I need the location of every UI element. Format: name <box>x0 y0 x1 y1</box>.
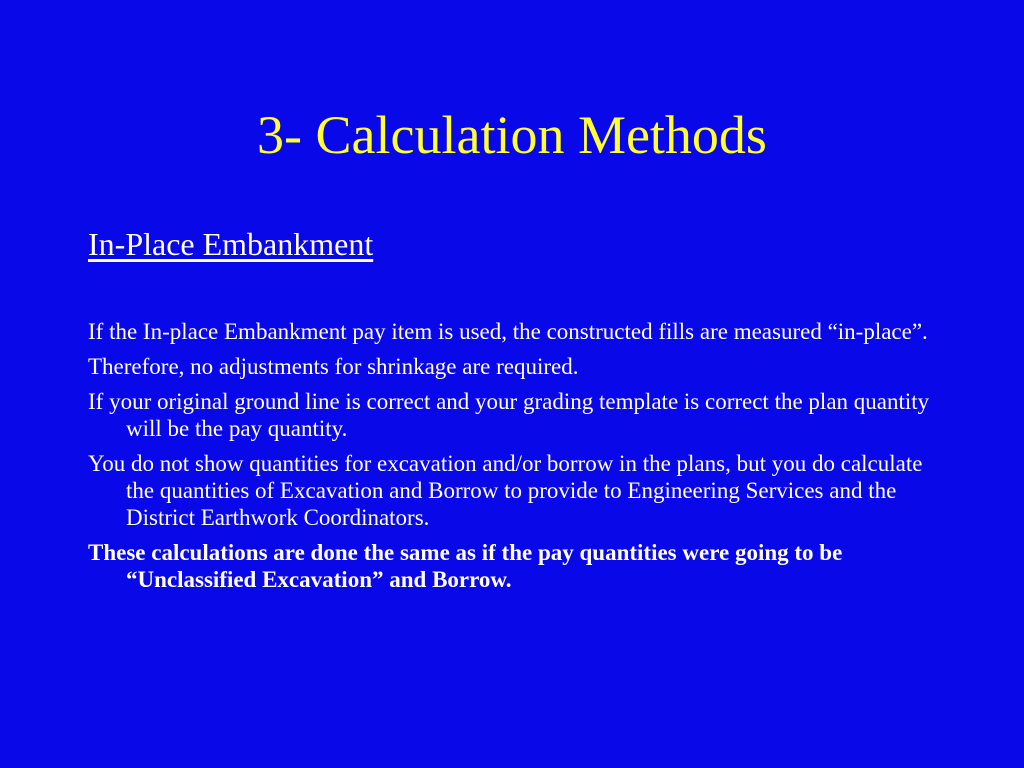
paragraph-excavation-borrow: You do not show quantities for excavation and/or borrow in the plans, but you do calculate the quantities of Excavation and Borrow to provide to Engineering Services and the District Earthwork Coordinators. <box>88 451 923 530</box>
slide-title: 3- Calculation Methods <box>257 105 767 165</box>
paragraph-no-shrinkage: Therefore, no adjustments for shrinkage are required. <box>88 354 579 379</box>
paragraph-plan-quantity: If your original ground line is correct and your grading template is correct the plan quantity will be the pay quantity. <box>88 389 930 441</box>
paragraph-in-place-measurement: If the In-place Embankment pay item is used, the constructed fills are measured “in-place”. <box>88 319 928 344</box>
paragraph-unclassified-excavation: These calculations are done the same as if the pay quantities were going to be “Unclassified Excavation” and Borrow. <box>88 540 843 592</box>
slide-body <box>88 318 948 601</box>
section-heading: In-Place Embankment <box>88 226 374 262</box>
